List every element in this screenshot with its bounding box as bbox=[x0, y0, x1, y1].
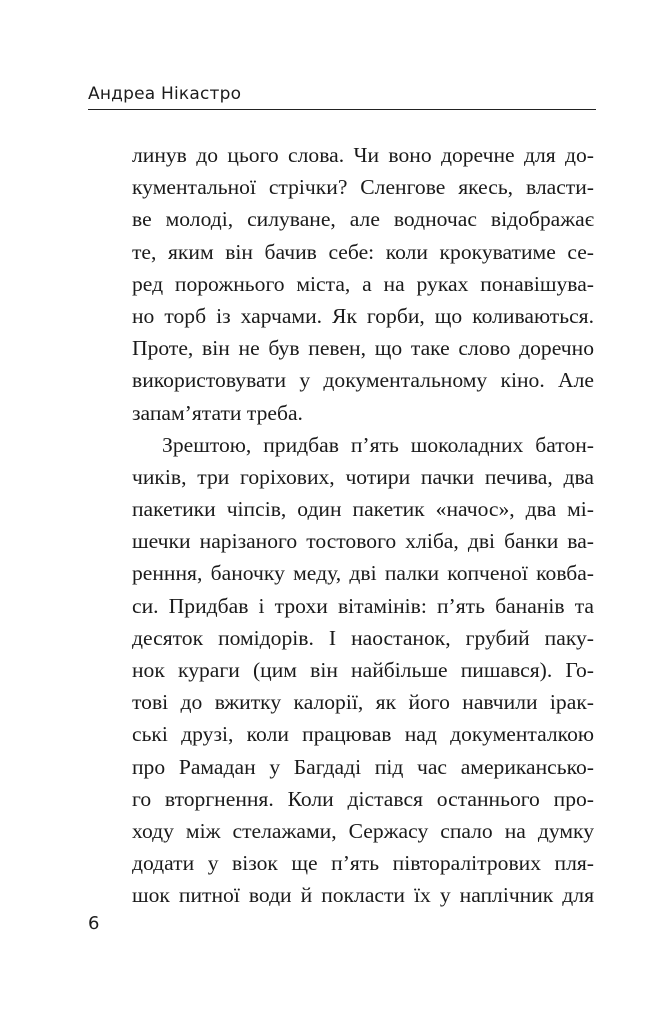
text-line: нок кураги (цим він найбільше пишався). Го- bbox=[132, 658, 594, 682]
text-line: линув до цього слова. Чи воно доречне для до- bbox=[132, 143, 594, 167]
text-line: ські друзі, коли працював над документалкою bbox=[132, 722, 594, 747]
paragraph-start-line: Зрештою, придбав п’ять шоколадних батон- bbox=[162, 432, 594, 457]
text-line: чиків, три горіхових, чотири пачки печива, два bbox=[132, 464, 594, 489]
text-line: ходу між стелажами, Сержасу спало на думку bbox=[132, 818, 594, 843]
running-header-author: Андреа Нікастро bbox=[88, 84, 242, 104]
body-text bbox=[132, 139, 594, 912]
page-number: 6 bbox=[88, 913, 100, 934]
text-line: запам’ятати треба. bbox=[132, 400, 303, 425]
text-line: ренння, баночку меду, дві палки копченої ковба- bbox=[132, 561, 594, 586]
text-line: десяток помідорів. І наостанок, грубий паку- bbox=[132, 625, 594, 650]
text-line: тові до вжитку калорії, як його навчили ірак- bbox=[132, 690, 594, 715]
header-rule bbox=[88, 109, 596, 110]
text-line: шечки нарізаного тостового хліба, дві банки ва- bbox=[132, 529, 594, 554]
text-line: ве молоді, силуване, але водночас відображає bbox=[132, 207, 594, 232]
text-line: про Рамадан у Багдаді під час американсько- bbox=[132, 754, 594, 779]
text-line: використовувати у документальному кіно. Але bbox=[132, 368, 594, 393]
text-line: но торб із харчами. Як горби, що коливаються. bbox=[132, 303, 594, 328]
text-line: те, яким він бачив себе: коли крокуватиме се- bbox=[132, 239, 594, 264]
text-line: ред порожнього міста, а на руках понавішува- bbox=[132, 271, 594, 296]
text-line: шок питної води й покласти їх у наплічник для bbox=[132, 883, 594, 908]
text-line: пакетики чіпсів, один пакетик «начос», два мі- bbox=[132, 497, 594, 522]
text-line: кументальної стрічки? Сленгове якесь, власти- bbox=[132, 175, 594, 200]
text-line: си. Придбав і трохи вітамінів: п’ять бананів та bbox=[132, 593, 594, 618]
text-line: го вторгнення. Коли дістався останнього про- bbox=[132, 786, 594, 811]
text-line: Проте, він не був певен, що таке слово доречно bbox=[132, 336, 594, 361]
text-line: додати у візок ще п’ять півторалітрових пля- bbox=[132, 851, 594, 876]
